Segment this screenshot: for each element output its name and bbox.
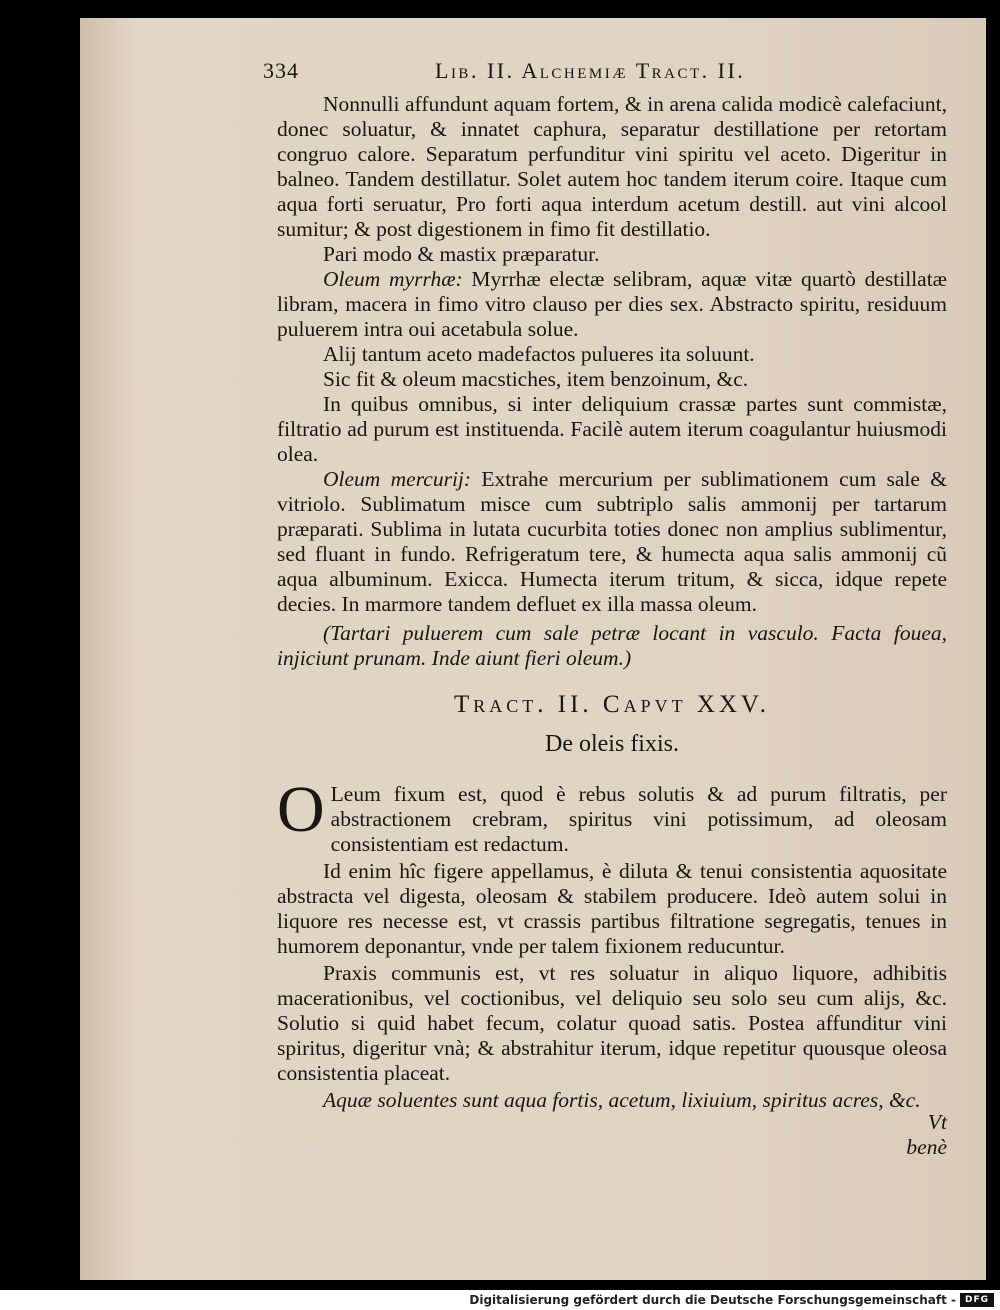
inline-label: Oleum mercurij: (323, 467, 472, 491)
italic-paragraph: Aquæ soluentes sunt aqua fortis, acetum, lixiuium, spiritus acres, &c. (323, 1088, 921, 1112)
first-paragraph (277, 773, 947, 857)
catchword: Vt benè (906, 1110, 947, 1159)
drop-cap: O (277, 773, 325, 846)
italic-note: (Tartari puluerem cum sale petræ locant in vasculo. Facta fouea, injiciunt prunam. Inde aiunt fieri oleum.) (277, 621, 947, 670)
paragraph: Alij tantum aceto madefactos pulueres ita soluunt. (323, 342, 755, 366)
page-number: 334 (263, 58, 299, 83)
paragraph (277, 467, 947, 617)
paragraph: Pari modo & mastix præparatur. (323, 242, 600, 266)
chapter-heading: Tract. II. Capvt XXV. (453, 691, 771, 718)
paragraph-block-chapter (277, 773, 947, 1113)
page-text (195, 52, 955, 84)
paragraph: Nonnulli affundunt aquam fortem, & in arena calida modicè calefaciunt, donec soluatur, & innatet caphura, separatur destillatione per retortam congruo calore. Separatum perfunditur vini spiritu vel aceto. Digeritur in balneo. Tandem destillatur. Solet autem hoc tandem iterum coire. Itaque cum aqua forti seruatur, Pro forti aqua interdum acetum destill. aut vini alcool sumitur; & post digestionem in fimo fit destillatio. (277, 92, 947, 241)
dfg-logo: DFG (960, 1293, 994, 1307)
inline-label: Oleum myrrhæ: (323, 267, 463, 291)
paragraph: In quibus omnibus, si inter deliquium crassæ partes sunt commistæ, filtratio ad purum est instituenda. Facilè autem iterum coagulantur huiusmodi olea. (277, 392, 947, 466)
footer-bar (0, 1290, 1000, 1310)
paragraph (277, 267, 947, 342)
paragraph-block-top (277, 92, 947, 671)
running-head (195, 52, 955, 82)
paragraph-text: Myrrhæ electæ selibram, aquæ vitæ quartò destillatæ libram, macera in fimo vitro clauso per dies sex. Abstracto spiritu, residuum puluerem intra oui acetabula solue. (277, 267, 948, 341)
paragraph: Id enim hîc figere appellamus, è diluta & tenui consistentia aquositate abstracta vel digesta, oleosam & stabilem producere. Ideò autem solui in liquore res necesse est, vt crassis partibus filtratione segregatis, tenues in humorem deponantur, vnde per talem fixionem reducuntur. (277, 859, 947, 958)
paragraph-text: Extrahe mercurium per sublimationem cum sale & vitriolo. Sublimatum misce cum subtriplo salis ammonij per tartarum præparati. Sublima in lutata cucurbita toties donec non amplius sublimentur, sed fluant in fundo. Refrigeratum tere, & humecta aqua salis ammonij cũ aqua albuminum. Exicca. Humecta iterum tritum, & sicca, idque repete decies. In marmore tandem defluet ex illa massa oleum. (277, 467, 947, 616)
chapter-subtitle: De oleis fixis. (545, 731, 679, 757)
footer-credit: Digitalisierung gefördert durch die Deutsche Forschungsgemeinschaft - (469, 1293, 956, 1307)
running-title: Lib. II. Alchemiæ Tract. II. (435, 58, 746, 83)
paragraph: Sic fit & oleum macstiches, item benzoinum, &c. (323, 367, 749, 391)
paragraph-text: Leum fixum est, quod è rebus solutis & ad purum filtratis, per abstractionem crebram, spiritus vini potissimum, ad oleosam consistentiam est redactum. (330, 782, 947, 856)
paragraph: Praxis communis est, vt res soluatur in aliquo liquore, adhibitis macerationibus, vel coctionibus, vel deliquio seu solo seu cum alijs, &c. Solutio si quid habet fecum, colatur quoad satis. Postea affunditur vini spiritus, digeritur vnà; & abstrahitur iterum, idque repetitur quousque oleosa consistentia placeat. (277, 961, 947, 1085)
